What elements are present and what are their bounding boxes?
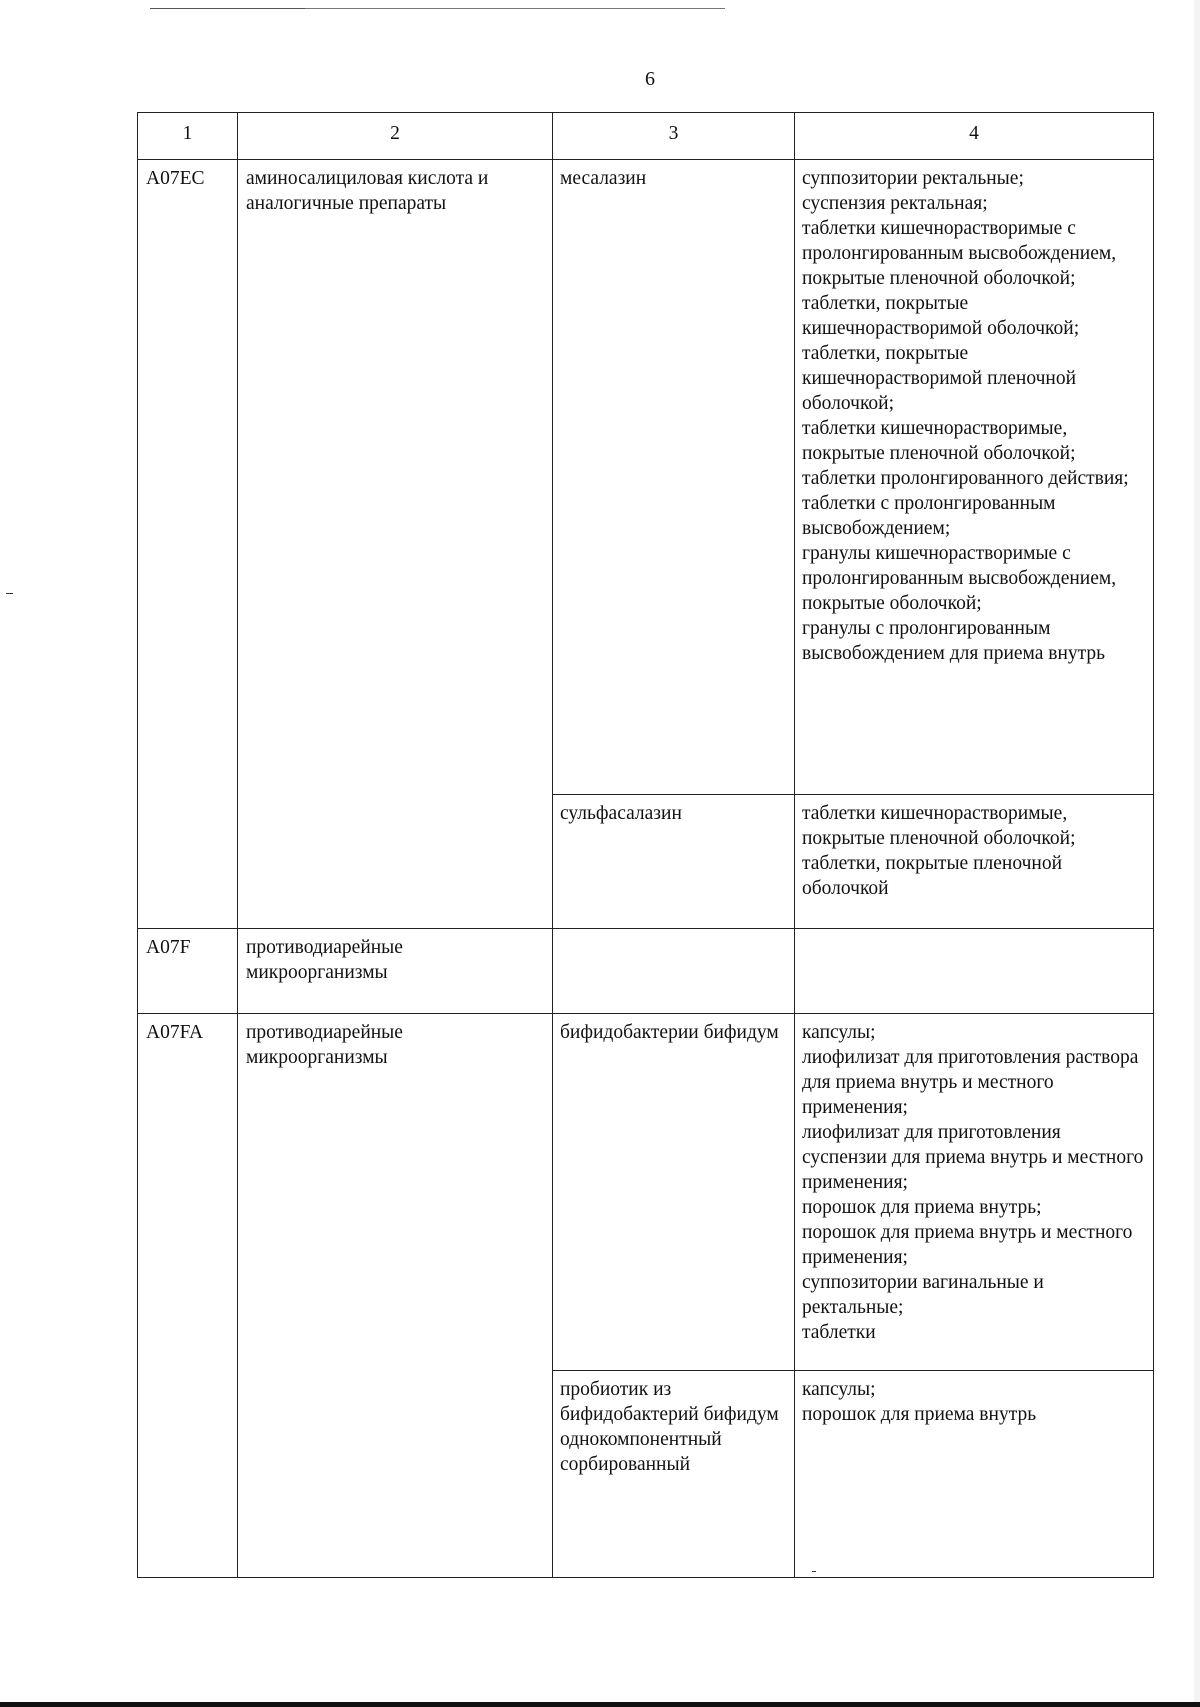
dosage-form-item: порошок для приема внутрь xyxy=(802,1404,1037,1425)
page-edge-bottom xyxy=(0,1702,1200,1707)
group-name-cell: противодиарейные микроорганизмы xyxy=(238,1014,553,1578)
dosage-forms-cell xyxy=(795,795,1154,929)
atc-code-cell: A07F xyxy=(138,929,238,1014)
atc-code-cell: A07EC xyxy=(138,160,238,929)
header-cell-3: 3 xyxy=(553,113,795,160)
dosage-form-item: таблетки, покрытые кишечнорастворимой оболочкой; xyxy=(802,293,1080,339)
dosage-form-item: капсулы; xyxy=(802,1379,876,1400)
page-number: 6 xyxy=(645,68,655,90)
dosage-forms-cell xyxy=(795,1014,1154,1371)
page-edge-right xyxy=(1194,0,1200,1707)
dosage-form-item: гранулы с пролонгированным высвобождением для приема внутрь xyxy=(802,618,1106,664)
top-scan-line-dark xyxy=(150,8,305,9)
margin-mark xyxy=(6,593,13,594)
drug-name-cell: бифидобактерии бифидум xyxy=(553,1014,795,1371)
dosage-form-item: таблетки xyxy=(802,1322,876,1343)
drug-name-cell xyxy=(553,929,795,1014)
header-cell-2: 2 xyxy=(238,113,553,160)
dosage-form-item: суппозитории вагинальные и ректальные; xyxy=(802,1272,1044,1318)
dosage-form-item: порошок для приема внутрь; xyxy=(802,1197,1042,1218)
dosage-form-item: порошок для приема внутрь и местного применения; xyxy=(802,1222,1133,1268)
atc-code-cell: A07FA xyxy=(138,1014,238,1578)
dosage-form-item: таблетки с пролонгированным высвобождением; xyxy=(802,493,1056,539)
drug-name-cell: месалазин xyxy=(553,160,795,795)
dosage-form-item: таблетки пролонгированного действия; xyxy=(802,468,1129,489)
dosage-form-item: таблетки кишечнорастворимые с пролонгированным высвобождением, покрытые пленочной оболочкой; xyxy=(802,218,1117,289)
table-row xyxy=(138,160,1154,795)
dosage-form-item: лиофилизат для приготовления раствора для приема внутрь и местного применения; xyxy=(802,1047,1139,1118)
dosage-form-item: таблетки кишечнорастворимые, покрытые пленочной оболочкой; xyxy=(802,803,1076,849)
header-row xyxy=(138,113,1154,160)
table-body xyxy=(138,113,1154,1578)
group-name-cell: аминосалициловая кислота и аналогичные препараты xyxy=(238,160,553,929)
dosage-form-item: таблетки кишечнорастворимые, покрытые пленочной оболочкой; xyxy=(802,418,1076,464)
dosage-forms-cell xyxy=(795,929,1154,1014)
dosage-forms-cell xyxy=(795,160,1154,795)
group-name-cell: противодиарейные микроорганизмы xyxy=(238,929,553,1014)
dosage-form-item: суппозитории ректальные; xyxy=(802,168,1024,189)
dosage-forms-cell xyxy=(795,1371,1154,1578)
dosage-form-item: таблетки, покрытые кишечнорастворимой пленочной оболочкой; xyxy=(802,343,1077,414)
dosage-form-item: капсулы; xyxy=(802,1022,876,1043)
table-row xyxy=(138,929,1154,1014)
drug-name-cell: пробиотик из бифидобактерий бифидум однокомпонентный сорбированный xyxy=(553,1371,795,1578)
dosage-form-item: суспензия ректальная; xyxy=(802,193,988,214)
dosage-form-item: лиофилизат для приготовления суспензии для приема внутрь и местного применения; xyxy=(802,1122,1144,1193)
table-row xyxy=(138,1014,1154,1371)
drug-name-cell: сульфасалазин xyxy=(553,795,795,929)
dosage-form-item: гранулы кишечнорастворимые с пролонгированным высвобождением, покрытые оболочкой; xyxy=(802,543,1117,614)
header-cell-1: 1 xyxy=(138,113,238,160)
drug-table xyxy=(137,112,1154,1578)
header-cell-4: 4 xyxy=(795,113,1154,160)
dosage-form-item: таблетки, покрытые пленочной оболочкой xyxy=(802,853,1063,899)
